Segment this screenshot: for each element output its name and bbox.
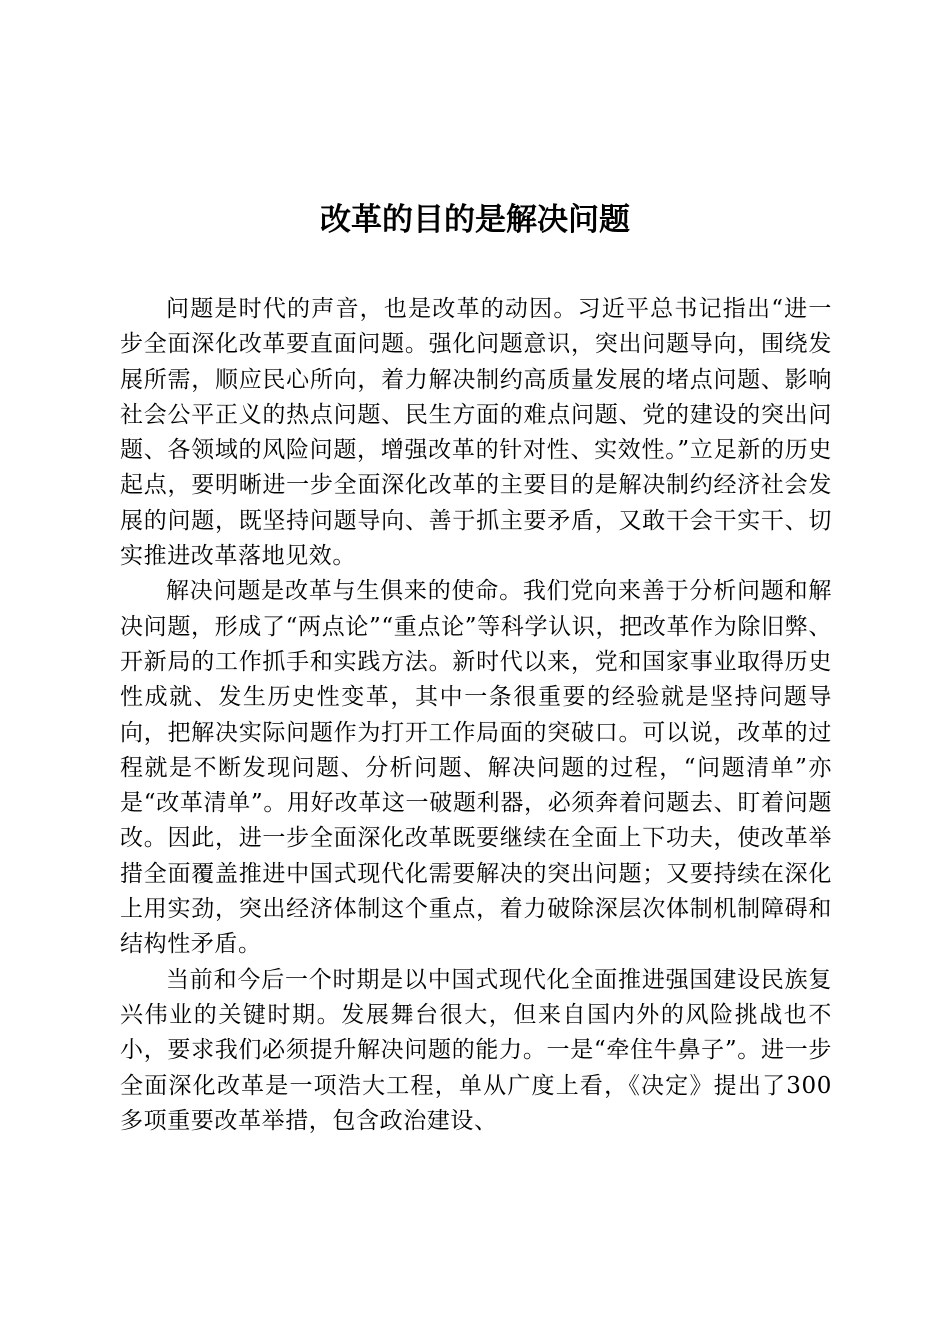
paragraph-3: 当前和今后一个时期是以中国式现代化全面推进强国建设民族复兴伟业的关键时期。发展舞台很大，但来自国内外的风险挑战也不小，要求我们必须提升解决问题的能力。一是“牵住牛鼻子”。进一步全面深化改革是一项浩大工程，单从广度上看，《决定》提出了300多项重要改革举措，包含政治建设、 bbox=[120, 966, 832, 1134]
document-title: 改革的目的是解决问题 bbox=[320, 202, 630, 238]
paragraph-2: 解决问题是改革与生俱来的使命。我们党向来善于分析问题和解决问题，形成了“两点论”“重点论”等科学认识，把改革作为除旧弊、开新局的工作抓手和实践方法。新时代以来，党和国家事业取得历史性成就、发生历史性变革，其中一条很重要的经验就是坚持问题导向，把解决实际问题作为打开工作局面的突破口。可以说，改革的过程就是不断发现问题、分析问题、解决问题的过程，“问题清单”亦是“改革清单”。用好改革这一破题利器，必须奔着问题去、盯着问题改。因此，进一步全面深化改革既要继续在全面上下功夫，使改革举措全面覆盖推进中国式现代化需要解决的突出问题；又要持续在深化上用实劲，突出经济体制这个重点，着力破除深层次体制机制障碍和结构性矛盾。 bbox=[120, 578, 832, 958]
paragraph-1: 问题是时代的声音，也是改革的动因。习近平总书记指出“进一步全面深化改革要直面问题。强化问题意识，突出问题导向，围绕发展所需，顺应民心所向，着力解决制约高质量发展的堵点问题、影响社会公平正义的热点问题、民生方面的难点问题、党的建设的突出问题、各领域的风险问题，增强改革的针对性、实效性。”立足新的历史起点，要明晰进一步全面深化改革的主要目的是解决制约经济社会发展的问题，既坚持问题导向、善于抓主要矛盾，又敢干会干实干、切实推进改革落地见效。 bbox=[120, 296, 832, 570]
document-body bbox=[120, 292, 832, 1139]
